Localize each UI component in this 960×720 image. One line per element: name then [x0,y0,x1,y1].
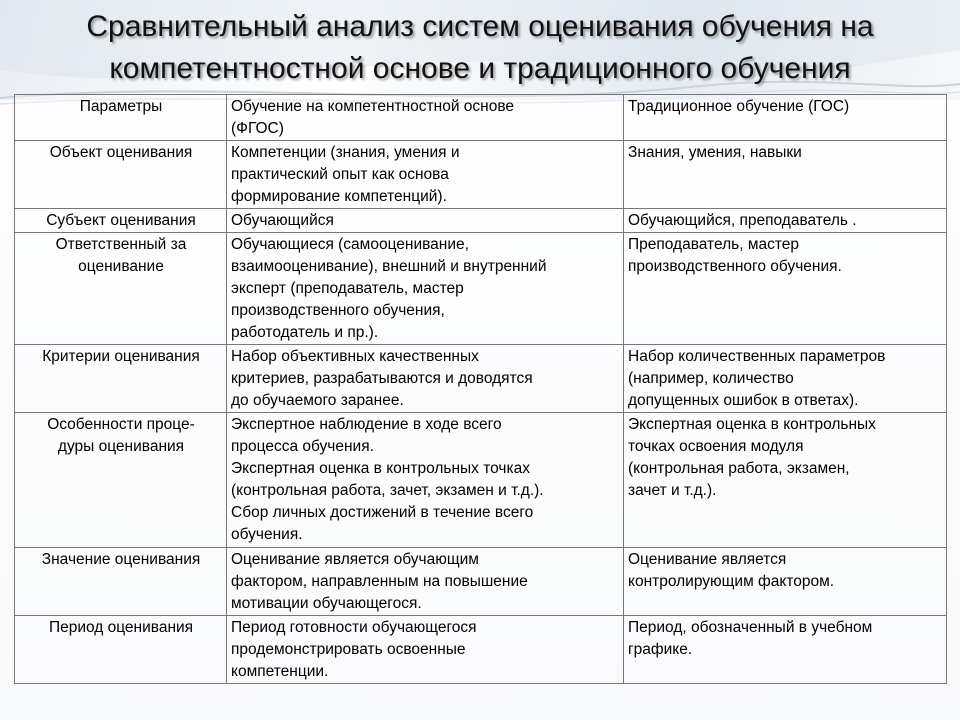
param-cell [15,209,227,233]
traditional-line: допущенных ошибок в ответах). [628,392,859,409]
param-cell [15,141,227,209]
title-line-2: компетентностной основе и традиционного обучения [109,52,851,85]
competency-line: фактором, направленным на повышение [231,573,528,590]
competency-line: продемонстрировать освоенные [231,641,466,658]
header-cell-param [15,95,227,141]
traditional-line: Преподаватель, мастер [628,236,800,253]
header-traditional-line: Традиционное обучение (ГОС) [628,98,850,115]
param-line: Период оценивания [48,619,194,636]
competency-line: Период готовности обучающегося [231,619,477,636]
header-competency-line: Обучение на компетентностной основе [231,98,515,115]
title-line-1: Сравнительный анализ систем оценивания обучения на [86,10,874,43]
traditional-line: Знания, умения, навыки [628,144,802,161]
traditional-line: графике. [628,641,693,658]
traditional-cell [624,413,947,548]
page-title [0,6,960,90]
param-line: Ответственный за [55,236,187,253]
param-cell [15,548,227,616]
traditional-cell [624,548,947,616]
table-body [15,95,947,684]
competency-line: мотивации обучающегося. [231,595,422,612]
traditional-line: (контрольная работа, экзамен, [628,460,850,477]
table-header-row [15,95,947,141]
param-cell [15,345,227,413]
traditional-line: Экспертная оценка в контрольных [628,416,876,433]
traditional-cell [624,233,947,345]
param-line: Критерии оценивания [42,348,200,365]
traditional-cell [624,616,947,684]
table-row [15,233,947,345]
traditional-line: Обучающийся, преподаватель . [628,212,857,229]
competency-line: Компетенции (знания, умения и [231,144,460,161]
competency-line: процесса обучения. [231,438,374,455]
traditional-cell [624,345,947,413]
competency-line: работодатель и пр.). [231,324,379,341]
header-competency-line: (ФГОС) [231,120,284,137]
param-line: Значение оценивания [41,551,201,568]
traditional-cell [624,209,947,233]
traditional-line: Набор количественных параметров [628,348,886,365]
param-line: оценивание [78,258,164,275]
table-row [15,548,947,616]
param-line: дуры оценивания [57,438,185,455]
competency-cell [227,233,624,345]
competency-cell [227,345,624,413]
comparison-table [14,94,947,684]
param-cell [15,616,227,684]
param-cell [15,413,227,548]
table-row [15,413,947,548]
competency-line: компетенции. [231,663,329,680]
table-row [15,616,947,684]
traditional-line: Период, обозначенный в учебном [628,619,873,636]
traditional-line: Оценивание является [628,551,787,568]
traditional-line: зачет и т.д.). [628,482,717,499]
competency-cell [227,616,624,684]
param-line: Объект оценивания [49,144,193,161]
traditional-line: контролирующим фактором. [628,573,835,590]
competency-line: до обучаемого заранее. [231,392,404,409]
competency-line: Обучающиеся (самооценивание, [231,236,469,253]
header-param-label: Параметры [79,98,163,115]
competency-line: Сбор личных достижений в течение всего [231,504,534,521]
param-line: Особенности проце- [47,416,195,433]
competency-line: Оценивание является обучающим [231,551,479,568]
traditional-line: производственного обучения. [628,258,842,275]
header-cell-competency [227,95,624,141]
table-row [15,141,947,209]
competency-line: Экспертная оценка в контрольных точках [231,460,530,477]
competency-cell [227,548,624,616]
competency-cell [227,209,624,233]
competency-line: критериев, разрабатываются и доводятся [231,370,533,387]
competency-line: формирование компетенций). [231,188,447,205]
param-cell [15,233,227,345]
table-row [15,209,947,233]
traditional-line: точках освоения модуля [628,438,804,455]
competency-line: производственного обучения, [231,302,445,319]
table-row [15,345,947,413]
competency-line: эксперт (преподаватель, мастер [231,280,464,297]
competency-line: Набор объективных качественных [231,348,479,365]
comparison-table-wrapper [14,94,946,684]
competency-cell [227,141,624,209]
competency-line: Экспертное наблюдение в ходе всего [231,416,502,433]
competency-line: (контрольная работа, зачет, экзамен и т.д.). [231,482,544,499]
traditional-line: (например, количество [628,370,794,387]
competency-cell [227,413,624,548]
header-cell-traditional [624,95,947,141]
competency-line: практический опыт как основа [231,166,449,183]
competency-line: взаимооценивание), внешний и внутренний [231,258,547,275]
competency-line: обучения. [231,526,303,543]
competency-line: Обучающийся [231,212,334,229]
param-line: Субъект оценивания [46,212,196,229]
traditional-cell [624,141,947,209]
